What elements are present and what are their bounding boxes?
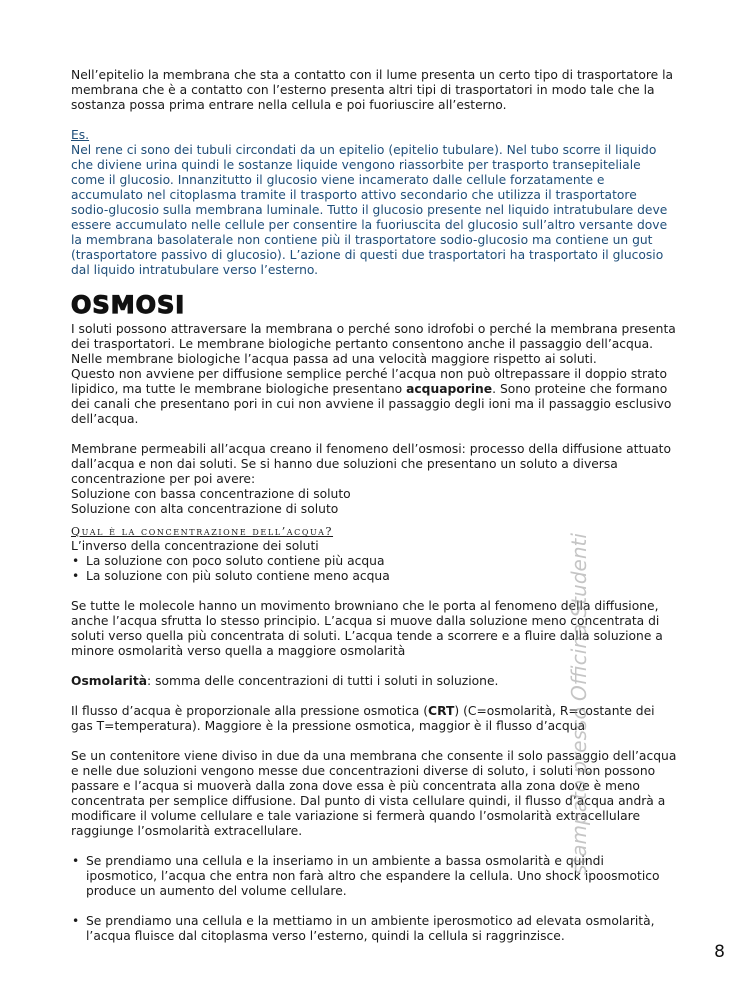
list-item: • Se prendiamo una cellula e la inseriamo in un ambiente a bassa osmolarità e quindi iposmotico, l’acqua che entra non farà altro che espandere la cellula. Uno shock ipoosmotico produce un aumento del volume cellulare. (71, 854, 677, 899)
solution-high: Soluzione con alta concentrazione di soluto (71, 502, 339, 516)
osmosi-paragraph-1c (71, 367, 677, 427)
example-text: Nel rene ci sono dei tubuli circondati da un epitelio (epitelio tubulare). Nel tubo scorre il liquido che diviene urina quindi le sostanze liquide vengono riassorbite per trasporto transepiteliale come il glucosio. Innanzitutto il glucosio viene incamerato dalle cellule forzatamente e accumulato nel citoplasma tramite il trasporto attivo secondario che utilizza il trasportatore sodio-glucosio sulla membrana luminale. Tutto il glucosio presente nel liquido intratubulare deve essere accumulato nelle cellule per consentire la fuoriuscita del glucosio sull’altro versante dove la membrana basolaterale non contiene più il trasportatore sodio-glucosio ma contiene un gut (trasportatore passivo di glucosio). L’azione di questi due trasportatori ha trasportato il glucosio dal liquido intratubulare verso l’esterno. (71, 143, 668, 277)
text-span: ) (C=osmolarità, R=costante dei gas T=temperatura). Maggiore è la pressione osmotica, maggior è il flusso d’acqua (71, 704, 655, 733)
page-number: 8 (714, 942, 725, 962)
bold-term-crt: CRT (428, 704, 455, 718)
text-span: Il flusso d’acqua è proporzionale alla pressione osmotica ( (71, 704, 429, 718)
bold-term-osmolarita: Osmolarità (71, 674, 148, 688)
question-answer: L’inverso della concentrazione dei soluti (71, 539, 319, 553)
solution-low: Soluzione con bassa concentrazione di soluto (71, 487, 351, 501)
text-span: . Sono proteine che formano dei canali che presentano pori in cui non avviene il passaggio degli ioni ma il passaggio esclusivo dell’acqua. (71, 382, 672, 426)
osmosi-paragraph-1b: Nelle membrane biologiche l’acqua passa ad una velocità maggiore rispetto ai soluti. (71, 352, 597, 366)
example-label: Es. (71, 128, 90, 142)
section-title: OSMOSI (71, 291, 186, 319)
question-heading: Qual è la concentrazione dell’acqua? (71, 525, 334, 538)
example-block (71, 128, 677, 278)
osmosi-paragraph-3: Se tutte le molecole hanno un movimento browniano che le porta al fenomeno della diffusione, anche l’acqua sfrutta lo stesso principio. L’acqua si muove dalla soluzione meno concentrata di soluti verso quella più concentrata di soluti. L’acqua tende a scorrere e a fluire dalla soluzione a minore osmolarità verso quella a maggiore osmolarità (71, 599, 663, 658)
intro-paragraph: Nell’epitelio la membrana che sta a contatto con il lume presenta un certo tipo di trasportatore la membrana che è a contatto con l’esterno presenta altri tipi di trasportatori in modo tale che la sostanza possa prima entrare nella cellula e poi fuoriuscire all’esterno. (71, 68, 674, 112)
bold-term-acquaporine: acquaporine (406, 382, 493, 396)
list-item: • La soluzione con poco soluto contiene più acqua (71, 554, 677, 569)
watermark: stampato presso Officina Studenti (567, 533, 591, 875)
osmosi-paragraph-1a: I soluti possono attraversare la membrana o perché sono idrofobi o perché la membrana presenta dei trasportatori. Le membrane biologiche pertanto consentono anche il passaggio dell’acqua. (71, 322, 676, 351)
osmosi-paragraph-2: Membrane permeabili all’acqua creano il fenomeno dell’osmosi: processo della diffusione attuato dall’acqua e non dai soluti. Se si hanno due soluzioni che presentano un soluto a diversa concentrazione per poi avere: (71, 442, 671, 486)
bullet-list-shock-hyper (71, 914, 677, 944)
list-item: • La soluzione con più soluto contiene meno acqua (71, 569, 677, 584)
text-span: : somma delle concentrazioni di tutti i soluti in soluzione. (147, 674, 499, 688)
osmosi-paragraph-5: Se un contenitore viene diviso in due da una membrana che consente il solo passaggio dell’acqua e nelle due soluzioni vengono messe due concentrazioni diverse di soluto, i soluti non possono passare e l’acqua si muoverà dalla zona dove essa è più concentrata alla zona dove è meno concentrata per semplice diffusione. Dal punto di vista cellulare quindi, il flusso d’acqua andrà a modificare il volume cellulare e tale variazione si fermerà quando l’osmolarità extracellulare raggiunge l’osmolarità extracellulare. (71, 749, 677, 838)
text-span: Questo non avviene per diffusione semplice perché l’acqua non può oltrepassare il doppio strato lipidico, ma tutte le membrane biologiche presentano (71, 367, 667, 396)
list-item: • Se prendiamo una cellula e la mettiamo in un ambiente iperosmotico ad elevata osmolarità, l’acqua fluisce dal citoplasma verso l’esterno, quindi la cellula si raggrinzisce. (71, 914, 677, 944)
